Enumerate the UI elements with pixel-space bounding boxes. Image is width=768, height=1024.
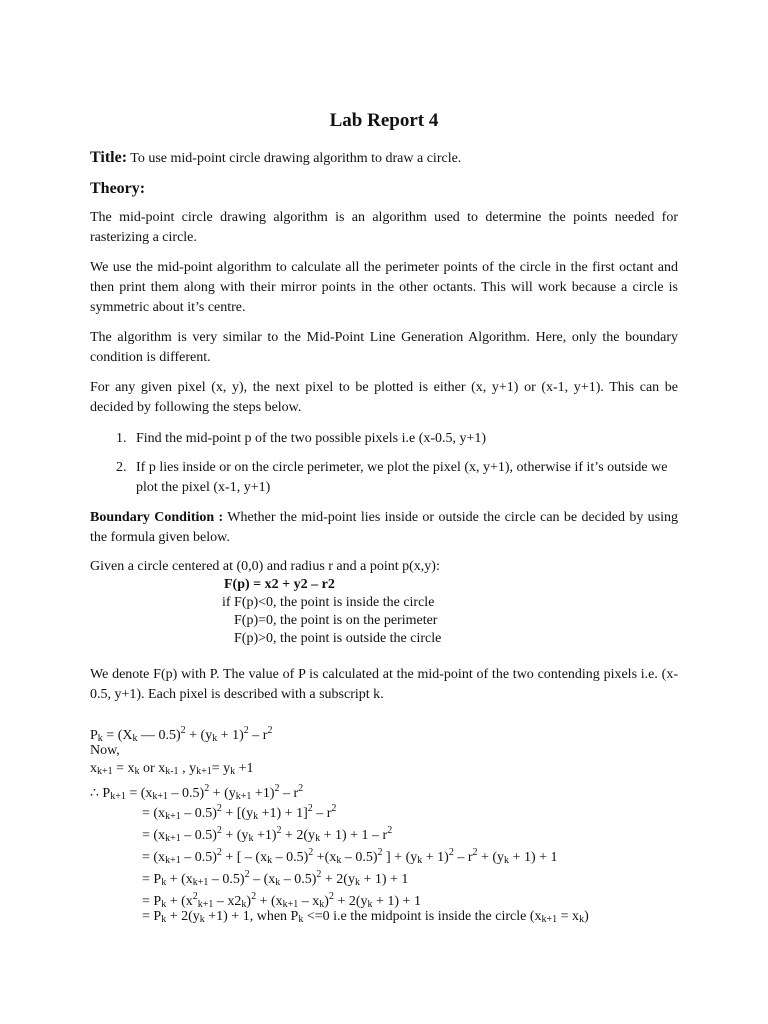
condition-on: F(p)=0, the point is on the perimeter	[234, 613, 438, 628]
now-label: Now,	[90, 743, 120, 758]
paragraph-1: The mid-point circle drawing algorithm is an algorithm used to determine the points needed for rasterizing a circle.	[90, 210, 678, 245]
denote-paragraph: We denote F(p) with P. The value of P is calculated at the mid-point of the two contending pixels i.e. (x-0.5, y+1). Each pixel is described with a subscript k.	[90, 667, 678, 702]
paragraph-4: For any given pixel (x, y), the next pixel to be plotted is either (x, y+1) or (x-1, y+1). This can be decided by following the steps below.	[90, 380, 678, 415]
equation-line-4: = $(x_{k+1} - 0.5)^2$ + [ – $(x_k - 0.5)^2 +(x_k - 0.5)^2$ ] + $(y_k + 1)^2 - r^2 + (y_k + 1) + 1$	[142, 847, 558, 866]
theory-heading: Theory:	[90, 180, 146, 197]
formula-main: F(p) = x2 + y2 – r2	[224, 577, 335, 592]
equation-recurrence: $x_{k+1} = x_k$ or $x_{k-1}$ , $y_{k+1}= y_k +1$	[90, 761, 254, 777]
list-item	[116, 458, 676, 498]
title-label: Title:	[90, 149, 128, 166]
equation-line-1: ∴ $P_{k+1} = (x_{k+1} - 0.5)^2 + (y_{k+1} +1)^2 - r^2$	[90, 783, 304, 802]
equation-pk: $P_k = (X_k$ — $0.5)^2 + (y_k + 1)^2 - r^2$	[90, 725, 273, 744]
list-number: 2.	[116, 460, 127, 475]
paragraph-2: We use the mid-point algorithm to calculate all the perimeter points of the circle in the first octant and then print them along with their mirror points in the other octants. This will work because a circle is symmetric about it’s centre.	[90, 260, 678, 315]
equation-line-6: = $P_k + (x^2_{k+1} - x2_k)^2 + (x_{k+1} - x_k)^2 + 2(y_k + 1) + 1$	[142, 891, 421, 910]
paragraph-3: The algorithm is very similar to the Mid-Point Line Generation Algorithm. Here, only the boundary condition is different.	[90, 330, 678, 365]
title-line	[90, 148, 461, 169]
list-item	[116, 429, 676, 449]
list-number: 1.	[116, 431, 127, 446]
equation-line-7: = $P_k + 2(y_k +1) + 1$, when $P_k <=0$ i.e the midpoint is inside the circle $(x_{k+1} = x_k)$	[142, 909, 589, 925]
title-text: To use mid-point circle drawing algorithm to draw a circle.	[130, 151, 462, 166]
given-text: Given a circle centered at (0,0) and radius r and a point p(x,y):	[90, 559, 440, 574]
equation-line-5: = $P_k + (x_{k+1} - 0.5)^2 - (x_k - 0.5)^2 + 2(y_k + 1) + 1$	[142, 869, 409, 888]
list-text: If p lies inside or on the circle perimeter, we plot the pixel (x, y+1), otherwise if it’s outside we plot the pixel (x-1, y+1)	[136, 460, 668, 495]
boundary-text: Whether the mid-point lies inside or outside the circle can be decided by using the formula given below.	[90, 510, 679, 545]
condition-inside: if F(p)<0, the point is inside the circle	[222, 595, 435, 610]
equation-line-3: = $(x_{k+1} - 0.5)^2 + (y_k +1)^2 + 2(y_k + 1) + 1 - r^2$	[142, 825, 393, 844]
doc-title: Lab Report 4	[329, 110, 439, 131]
equation-line-2: = $(x_{k+1} - 0.5)^2 + [(y_k +1) + 1]^2 - r^2$	[142, 803, 337, 822]
condition-outside: F(p)>0, the point is outside the circle	[234, 631, 442, 646]
boundary-paragraph	[90, 508, 678, 548]
boundary-label: Boundary Condition :	[90, 510, 224, 525]
list-text: Find the mid-point p of the two possible pixels i.e (x-0.5, y+1)	[136, 431, 487, 446]
